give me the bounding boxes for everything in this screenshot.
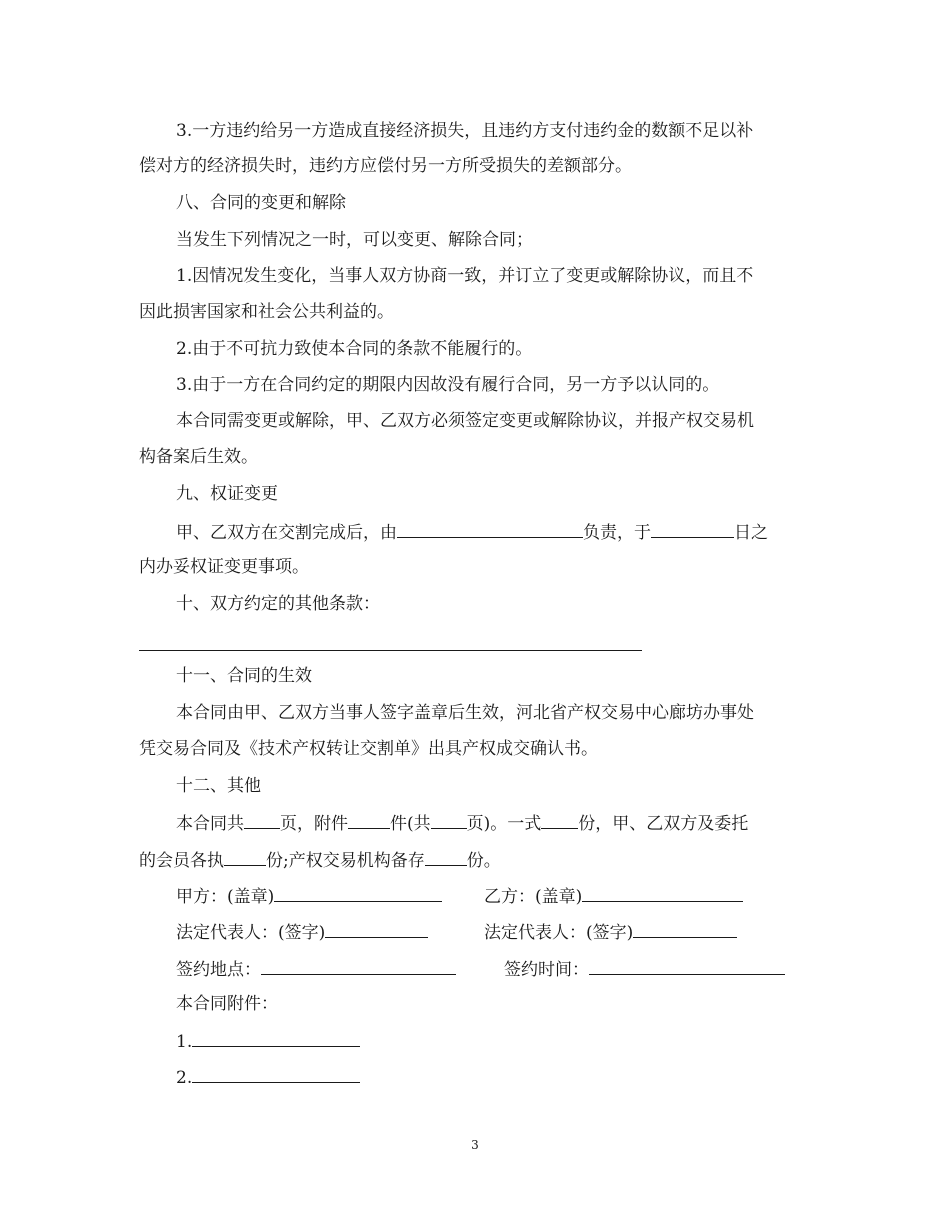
attachment-item-2-label: 2. xyxy=(176,1068,193,1088)
page-number: 3 xyxy=(471,1138,479,1152)
pages-text-2: 页，附件 xyxy=(280,814,348,834)
other-terms-blank-line[interactable] xyxy=(139,650,642,651)
section-8-heading: 八、合同的变更和解除 xyxy=(176,193,346,213)
rep-b-signature-field[interactable] xyxy=(633,921,737,938)
rep-a-signature-field[interactable] xyxy=(325,921,428,938)
section-9-text-part2: 负责，于 xyxy=(583,523,651,543)
signing-place xyxy=(176,958,456,980)
rep-a-signature-label: 法定代表人：(签字) xyxy=(176,923,326,943)
attachment-item-1-field[interactable] xyxy=(192,1030,360,1047)
total-pages-field[interactable] xyxy=(244,812,280,829)
clause-8-3: 3.由于一方在合同约定的期限内因故没有履行合同，另一方予以认同的。 xyxy=(176,375,720,395)
section-9-heading: 九、权证变更 xyxy=(176,484,278,504)
rep-b-signature xyxy=(484,921,737,943)
copies-text-1: 的会员各执 xyxy=(139,851,224,871)
section-9-text-part1: 甲、乙双方在交割完成后，由 xyxy=(176,523,397,543)
attachment-item-2 xyxy=(176,1066,360,1088)
attachments-heading: 本合同附件： xyxy=(176,994,278,1014)
signing-time xyxy=(504,958,785,980)
clause-8-1-line1: 1.因情况发生变化，当事人双方协商一致，并订立了变更或解除协议，而且不 xyxy=(176,266,754,286)
attachment-item-1-label: 1. xyxy=(176,1032,193,1052)
section-12-text-line1 xyxy=(176,812,748,834)
pages-text-1: 本合同共 xyxy=(176,814,244,834)
party-a-seal xyxy=(176,885,442,907)
pages-text-4: 页)。一式 xyxy=(466,814,542,834)
agency-copies-field[interactable] xyxy=(425,849,467,866)
section-12-heading: 十二、其他 xyxy=(176,776,261,796)
copies-text-3: 份。 xyxy=(466,851,501,871)
attachments-count-field[interactable] xyxy=(348,812,390,829)
section-8-note-line2: 构备案后生效。 xyxy=(139,447,258,467)
section-8-note-line1: 本合同需变更或解除，甲、乙双方必须签定变更或解除协议，并报产权交易机 xyxy=(176,411,754,431)
pages-text-5: 份，甲、乙双方及委托 xyxy=(578,814,749,834)
section-10-heading: 十、双方约定的其他条款： xyxy=(176,594,380,614)
section-8-intro: 当发生下列情况之一时，可以变更、解除合同； xyxy=(176,230,533,250)
copies-field[interactable] xyxy=(541,812,578,829)
section-9-text-part3: 日之 xyxy=(734,523,768,543)
signing-time-field[interactable] xyxy=(589,958,785,975)
signing-place-label: 签约地点： xyxy=(176,960,261,980)
signing-place-field[interactable] xyxy=(261,958,456,975)
section-11-heading: 十一、合同的生效 xyxy=(176,666,312,686)
days-field[interactable] xyxy=(651,521,734,538)
member-copies-field[interactable] xyxy=(224,849,266,866)
pages-text-3: 件(共 xyxy=(390,814,431,834)
section-12-text-line2 xyxy=(139,849,501,871)
section-11-text-line1: 本合同由甲、乙双方当事人签字盖章后生效，河北省产权交易中心廊坊办事处 xyxy=(176,703,754,723)
attachment-item-2-field[interactable] xyxy=(192,1066,360,1083)
party-b-seal-field[interactable] xyxy=(582,885,743,902)
clause-8-1-line2: 因此损害国家和社会公共利益的。 xyxy=(139,302,394,322)
rep-b-signature-label: 法定代表人：(签字) xyxy=(484,923,634,943)
section-9-text-line1 xyxy=(176,521,768,543)
attachment-pages-field[interactable] xyxy=(431,812,467,829)
party-a-seal-label: 甲方：(盖章) xyxy=(176,887,275,907)
section-11-text-line2: 凭交易合同及《技术产权转让交割单》出具产权成交确认书。 xyxy=(139,739,598,759)
responsible-party-field[interactable] xyxy=(397,521,583,538)
party-a-seal-field[interactable] xyxy=(274,885,442,902)
party-b-seal xyxy=(484,885,743,907)
clause-7-3-line2: 偿对方的经济损失时，违约方应偿付另一方所受损失的差额部分。 xyxy=(139,156,632,176)
copies-text-2: 份;产权交易机构备存 xyxy=(266,851,425,871)
rep-a-signature xyxy=(176,921,428,943)
signing-time-label: 签约时间： xyxy=(504,960,589,980)
attachment-item-1 xyxy=(176,1030,360,1052)
clause-7-3-line1: 3.一方违约给另一方造成直接经济损失，且违约方支付违约金的数额不足以补 xyxy=(176,121,754,141)
section-9-text-line2: 内办妥权证变更事项。 xyxy=(139,557,309,577)
clause-8-2: 2.由于不可抗力致使本合同的条款不能履行的。 xyxy=(176,339,533,359)
party-b-seal-label: 乙方：(盖章) xyxy=(484,887,583,907)
